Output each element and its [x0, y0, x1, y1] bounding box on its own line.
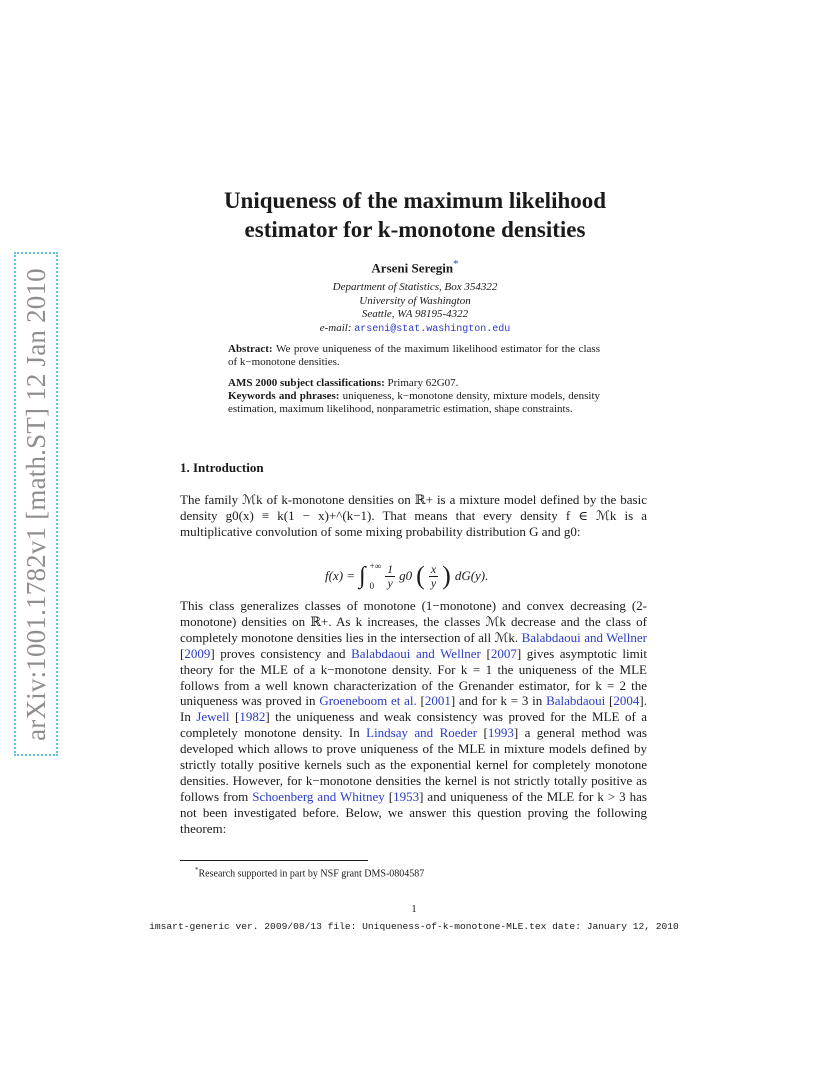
intro-paragraph-1: The family ℳk of k-monotone densities on ℝ+ is a mixture model defined by the basic density g0(x) ≡ k(1 − x)+^(k−1). That means that every density f ∈ ℳk is a multiplicative convolution of some mixing probability distribution G and g0: [180, 492, 647, 539]
arxiv-sidebar-stamp [14, 252, 58, 756]
citation-link[interactable]: Balabdaoui [546, 693, 606, 709]
section-heading: 1. Introduction [180, 460, 264, 475]
footnote: *Research supported in part by NSF grant DMS-0804587 [195, 866, 425, 880]
classification-block: AMS 2000 subject classifications: Primary 62G07. Keywords and phrases: uniqueness, k−monotone density, mixture models, density estimation, maximum likelihood, nonparametric estimation, shape constraints. [228, 377, 601, 415]
citation-year-link[interactable]: 1953 [393, 788, 420, 804]
citation-link[interactable]: Groeneboom et al. [319, 693, 417, 709]
imsart-footer: imsart-generic ver. 2009/08/13 file: Uniqueness-of-k-monotone-MLE.tex date: January 12, 2010 [149, 921, 679, 932]
email-link[interactable]: arseni@stat.washington.edu [354, 323, 511, 335]
citation-link[interactable]: Balabdaoui and Wellner [521, 629, 647, 645]
affiliation: Department of Statistics, Box 354322 University of Washington Seattle, WA 98195-4322 e-mail: arseni@stat.washington.edu [160, 281, 670, 336]
author-footnote-mark[interactable]: * [453, 258, 459, 270]
abstract-label: Abstract: [228, 343, 273, 355]
citation-year-link[interactable]: 2009 [184, 645, 211, 661]
citation-year-link[interactable]: 2007 [490, 645, 517, 661]
citation-link[interactable]: Jewell [196, 709, 230, 725]
abstract [228, 343, 600, 369]
page-number: 1 [411, 903, 417, 915]
citation-year-link[interactable]: 2001 [424, 693, 451, 709]
intro-paragraph-2: This class generalizes classes of monotone (1−monotone) and convex decreasing (2-monotone) densities on ℝ+. As k increases, the classes ℳk decrease and the class of completely monotone densities lies in the intersection of all ℳk. Balabdaoui and Wellner [2009] proves consistency and Balabdaoui and Wellner [2007] gives asymptotic limit theory for the MLE of a k−monotone density. For k = 1 the uniqueness of the MLE follows from a well known characterization of the Grenander estimator, for k = 2 the uniqueness was proved in Groeneboom et al. [2001] and for k = 3 in Balabdaoui [2004]. In Jewell [1982] the uniqueness and weak consistency was proved for the MLE of a completely monotone density. In Lindsay and Roeder [1993] a general method was developed which allows to prove uniqueness of the MLE in mixture models defined by strictly totally positive kernels such as the exponential kernel for completely monotone densities. However, for k−monotone densities the kernel is not strictly totally positive as follows from Schoenberg and Whitney [1953] and uniqueness of the MLE for k > 3 has not been investigated before. Below, we answer this question proving the following theorem: [180, 598, 647, 836]
citation-year-link[interactable]: 1982 [239, 709, 266, 725]
citation-year-link[interactable]: 2004 [613, 693, 640, 709]
author-name: Arseni Seregin* [371, 258, 459, 276]
mixture-equation: f(x) = ∫ +∞ 0 $\frac{1}{y}$ g0 ( $\frac{x}{y}$ ) dG(y). [325, 561, 489, 591]
email-line: e-mail: arseni@stat.washington.edu [319, 321, 511, 335]
integral-sign: ∫ [359, 563, 366, 589]
citation-link[interactable]: Lindsay and Roeder [366, 725, 478, 741]
footnote-rule [180, 860, 368, 861]
abstract-text: We prove uniqueness of the maximum likelihood estimator for the class of k−monotone densities. [228, 343, 600, 368]
citation-link[interactable]: Schoenberg and Whitney [252, 788, 385, 804]
citation-link[interactable]: Balabdaoui and Wellner [351, 645, 481, 661]
arxiv-id: arXiv:1001.1782v1 [math.ST] 12 Jan 2010 [20, 267, 51, 741]
paper-title: Uniqueness of the maximum likelihood estimator for k-monotone densities [223, 188, 607, 242]
citation-year-link[interactable]: 1993 [487, 725, 514, 741]
